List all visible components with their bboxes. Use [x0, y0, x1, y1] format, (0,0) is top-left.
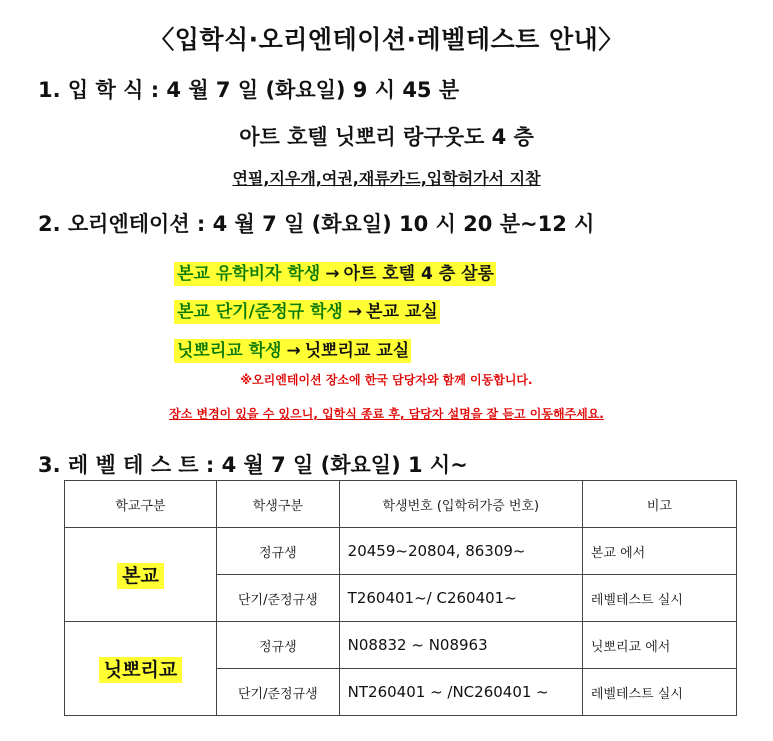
student-type: 단기/준정규생	[217, 575, 340, 622]
student-type: 정규생	[217, 622, 340, 669]
header-student-number: 학생번호 (입학허가증 번호)	[339, 481, 582, 528]
row-note: 닛뽀리교 에서	[582, 622, 736, 669]
group-3-location: 닛뽀리교 교실	[304, 341, 410, 361]
student-ids: N08832 ~ N08963	[339, 622, 582, 669]
campus-cell	[65, 622, 217, 716]
header-school: 학교구분	[65, 481, 217, 528]
student-ids: 20459~20804, 86309~	[339, 528, 582, 575]
campus-name: 닛뽀리교	[99, 657, 182, 683]
row-note: 레벨테스트 실시	[582, 669, 736, 716]
student-ids: T260401~/ C260401~	[339, 575, 582, 622]
table-row	[65, 622, 737, 669]
row-note: 본교 에서	[582, 528, 736, 575]
campus-name: 본교	[117, 563, 164, 589]
student-ids: NT260401 ~ /NC260401 ~	[339, 669, 582, 716]
group-1-students: 본교 유학비자 학생	[174, 262, 323, 286]
group-2-location: 본교 교실	[366, 302, 438, 322]
campus-cell	[65, 528, 217, 622]
group-1-location: 아트 호텔 4 층 살롱	[343, 264, 494, 284]
orientation-group-3	[168, 334, 417, 363]
student-type: 단기/준정규생	[217, 669, 340, 716]
section2-heading: 2. 오리엔테이션 : 4 월 7 일 (화요일) 10 시 20 분~12 시	[38, 212, 595, 236]
group-2-students: 본교 단기/준정규 학생	[174, 300, 346, 324]
level-test-table	[64, 480, 737, 716]
section1-heading: 1. 입 학 식 : 4 월 7 일 (화요일) 9 시 45 분	[38, 78, 460, 102]
orientation-group-2	[168, 295, 446, 324]
arrow-icon: →	[286, 341, 301, 361]
orientation-group-1	[168, 257, 502, 286]
header-student-type: 학생구분	[217, 481, 340, 528]
student-type: 정규생	[217, 528, 340, 575]
header-note: 비고	[582, 481, 736, 528]
table-header-row	[65, 481, 737, 528]
page-title: 〈입학식·오리엔테이션·레벨테스트 안내〉	[149, 25, 624, 54]
group-3-students: 닛뽀리교 학생	[174, 339, 284, 363]
items-to-bring	[0, 166, 773, 189]
arrow-icon: →	[325, 264, 340, 284]
table-row	[65, 528, 737, 575]
arrow-icon: →	[347, 302, 363, 322]
items-to-bring-text: 연필,지우개,여권,재류카드,입학허가서 지참	[232, 169, 541, 188]
entrance-venue: 아트 호텔 닛뽀리 랑구웃도 4 층	[239, 125, 534, 149]
row-note: 레벨테스트 실시	[582, 575, 736, 622]
orientation-note: ※오리엔테이션 장소에 한국 담당자와 함께 이동합니다.	[240, 373, 533, 387]
location-change-warning: 장소 변경이 있을 수 있으니, 입학식 종료 후, 담당자 설명을 잘 듣고 이동해주세요.	[169, 407, 604, 421]
section3-heading: 3. 레 벨 테 스 트 : 4 월 7 일 (화요일) 1 시~	[38, 453, 468, 477]
